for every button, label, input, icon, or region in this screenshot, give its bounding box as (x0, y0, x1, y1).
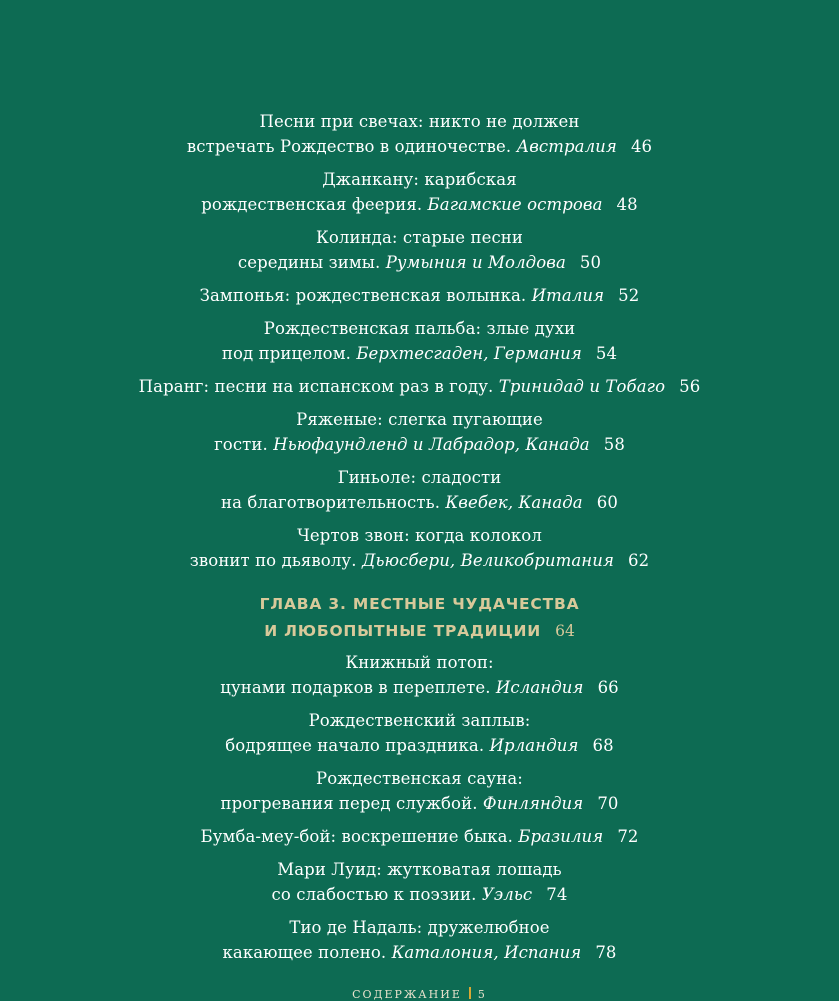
entry-location: Италия (531, 286, 605, 305)
page-footer (0, 987, 839, 1001)
footer-page-number: 5 (477, 988, 487, 1001)
entry-last-line (0, 375, 839, 398)
toc-entry[interactable] (0, 408, 839, 456)
chapter-title-text: И ЛЮБОПЫТНЫЕ ТРАДИЦИИ (264, 622, 542, 640)
entry-title-text: со слабостью к поэзии. (271, 885, 477, 904)
toc-list-upper (0, 110, 839, 582)
entry-location: Ньюфаундленд и Лабрадор, Канада (273, 435, 590, 454)
toc-entry[interactable] (0, 916, 839, 964)
entry-page-number: 66 (597, 678, 619, 697)
entry-last-line (0, 941, 839, 964)
entry-last-line (0, 734, 839, 757)
entry-location: Берхтесгаден, Германия (356, 344, 582, 363)
entry-page-number: 72 (617, 827, 639, 846)
entry-location: Каталония, Испания (391, 943, 582, 962)
entry-title-line: Рождественская пальба: злые духи (263, 319, 576, 338)
entry-location: Румыния и Молдова (385, 253, 566, 272)
entry-location: Бразилия (518, 827, 604, 846)
entry-page-number: 52 (618, 286, 640, 305)
entry-title-text: Зампонья: рождественская волынка. (199, 286, 527, 305)
toc-entry[interactable] (0, 317, 839, 365)
entry-title-line: Ряженые: слегка пугающие (296, 410, 543, 429)
entry-title-text: Бумба-меу-бой: воскрешение быка. (200, 827, 513, 846)
entry-title-line: Рождественская сауна: (316, 769, 523, 788)
entry-title-text: какающее полено. (222, 943, 387, 962)
entry-page-number: 56 (679, 377, 701, 396)
entry-title-line: Книжный потоп: (345, 653, 494, 672)
entry-location: Уэльс (481, 885, 533, 904)
entry-page-number: 48 (616, 195, 638, 214)
entry-title-text: под прицелом. (221, 344, 351, 363)
entry-location: Дьюсбери, Великобритания (361, 551, 614, 570)
entry-location: Квебек, Канада (445, 493, 583, 512)
toc-entry[interactable] (0, 375, 839, 398)
entry-last-line (0, 549, 839, 572)
entry-location: Ирландия (489, 736, 579, 755)
toc-entry[interactable] (0, 110, 839, 158)
toc-entry[interactable] (0, 651, 839, 699)
entry-last-line (0, 433, 839, 456)
entry-location: Багамские острова (427, 195, 603, 214)
entry-last-line (0, 251, 839, 274)
chapter-title-line-2 (0, 618, 839, 645)
entry-title-line: Гиньоле: сладости (337, 468, 502, 487)
entry-title-text: цунами подарков в переплете. (220, 678, 491, 697)
entry-page-number: 62 (628, 551, 650, 570)
entry-page-number: 68 (592, 736, 614, 755)
footer-label: СОДЕРЖАНИЕ (352, 988, 462, 1001)
entry-title-text: гости. (214, 435, 268, 454)
chapter-page-number: 64 (555, 622, 575, 640)
toc-entry[interactable] (0, 524, 839, 572)
entry-title-text: середины зимы. (237, 253, 381, 272)
entry-page-number: 58 (603, 435, 625, 454)
entry-last-line (0, 825, 839, 848)
entry-last-line (0, 676, 839, 699)
entry-location: Тринидад и Тобаго (498, 377, 666, 396)
entry-title-text: бодрящее начало праздника. (225, 736, 485, 755)
entry-title-line: Песни при свечах: никто не должен (259, 112, 580, 131)
entry-location: Исландия (495, 678, 584, 697)
entry-page-number: 74 (546, 885, 568, 904)
entry-last-line (0, 342, 839, 365)
footer-divider (469, 987, 471, 999)
entry-title-line: Колинда: старые песни (316, 228, 523, 247)
entry-last-line (0, 491, 839, 514)
entry-page-number: 46 (630, 137, 653, 156)
toc-entry[interactable] (0, 858, 839, 906)
entry-page-number: 54 (595, 344, 618, 363)
entry-title-text: встречать Рождество в одиночестве. (186, 137, 512, 156)
entry-last-line (0, 135, 839, 158)
entry-last-line (0, 284, 839, 307)
entry-title-line: Джанкану: карибская (322, 170, 517, 189)
entry-page-number: 60 (596, 493, 618, 512)
entry-title-line: Тио де Надаль: дружелюбное (289, 918, 550, 937)
entry-location: Австралия (516, 137, 617, 156)
entry-page-number: 78 (595, 943, 617, 962)
toc-list-lower (0, 591, 839, 974)
entry-last-line (0, 193, 839, 216)
entry-location: Финляндия (482, 794, 584, 813)
entry-title-line: Мари Луид: жутковатая лошадь (277, 860, 562, 879)
toc-items-lower (0, 651, 839, 964)
toc-entry[interactable] (0, 226, 839, 274)
chapter-heading[interactable] (0, 591, 839, 645)
entry-page-number: 50 (579, 253, 602, 272)
chapter-title-line-1: ГЛАВА 3. МЕСТНЫЕ ЧУДАЧЕСТВА (259, 595, 580, 613)
toc-entry[interactable] (0, 709, 839, 757)
entry-last-line (0, 792, 839, 815)
entry-title-line: Чертов звон: когда колокол (297, 526, 542, 545)
entry-title-line: Рождественский заплыв: (308, 711, 531, 730)
entry-title-text: прогревания перед службой. (220, 794, 478, 813)
entry-title-text: звонит по дьяволу. (189, 551, 357, 570)
toc-entry[interactable] (0, 466, 839, 514)
toc-entry[interactable] (0, 284, 839, 307)
toc-entry[interactable] (0, 825, 839, 848)
entry-title-text: рождественская феерия. (201, 195, 423, 214)
toc-entry[interactable] (0, 767, 839, 815)
entry-page-number: 70 (597, 794, 619, 813)
entry-title-text: на благотворительность. (221, 493, 441, 512)
toc-entry[interactable] (0, 168, 839, 216)
entry-title-text: Паранг: песни на испанском раз в году. (138, 377, 494, 396)
entry-last-line (0, 883, 839, 906)
